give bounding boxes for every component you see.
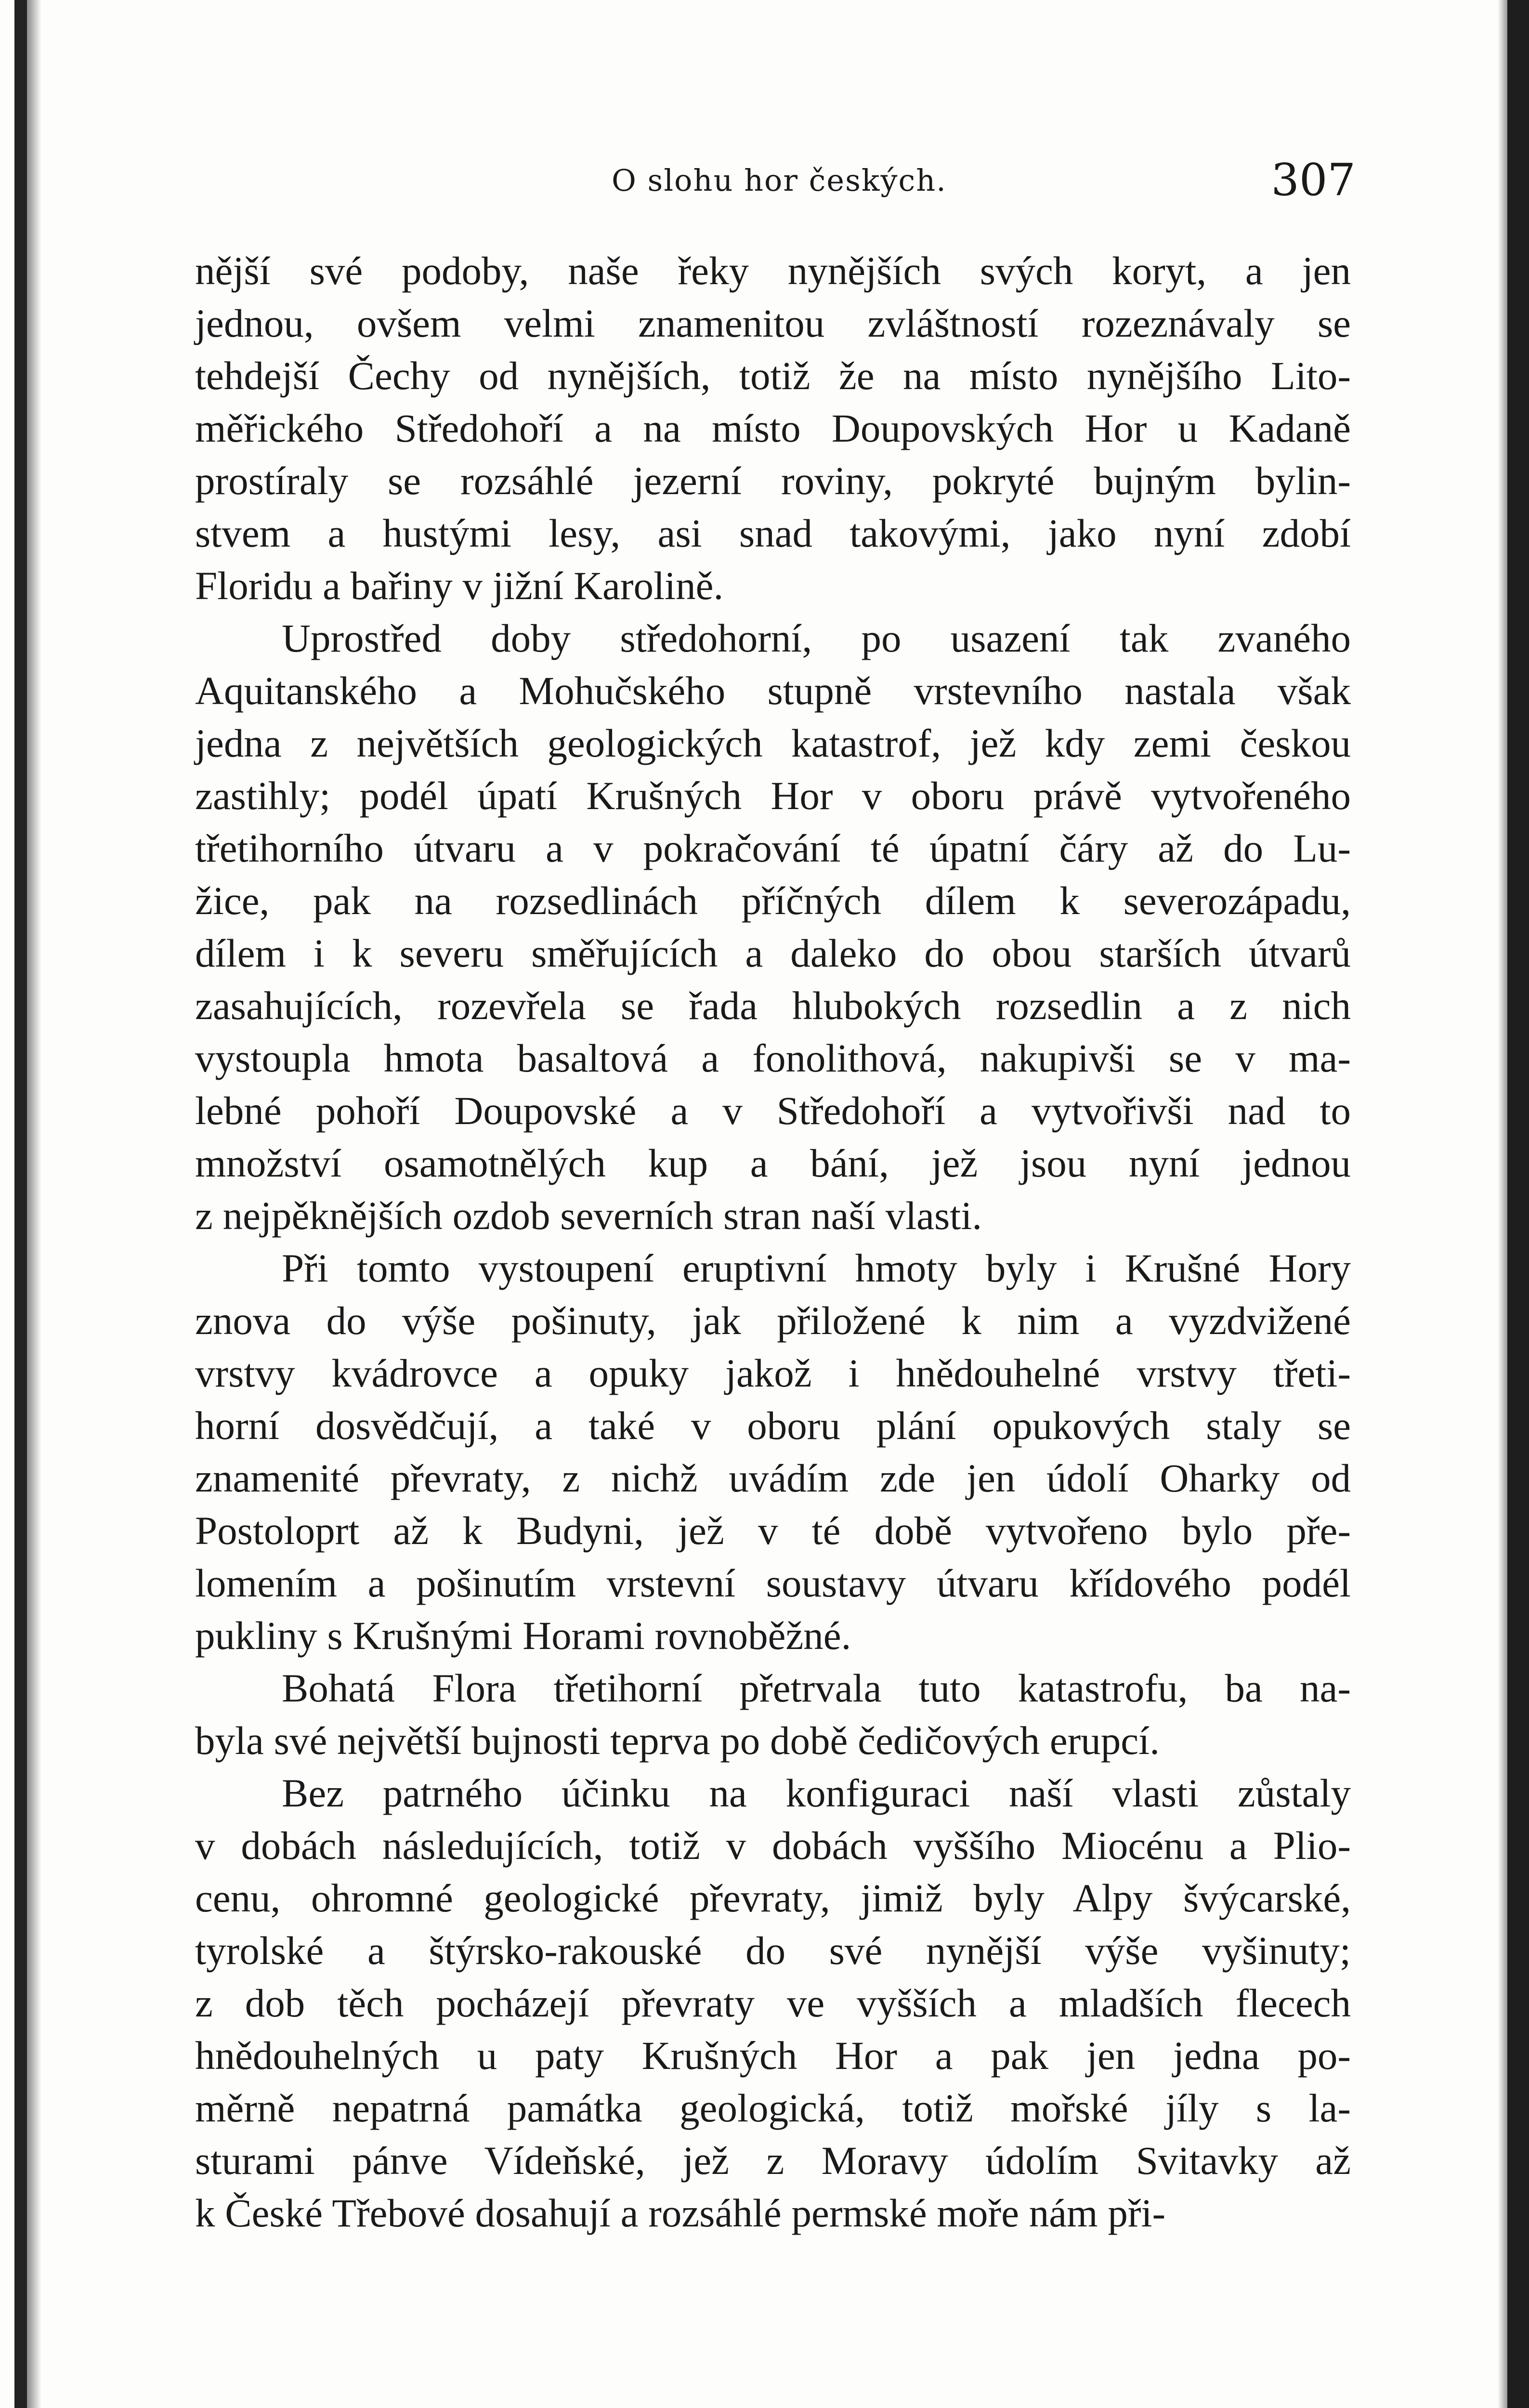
text-line: Bohatá Flora třetihorní přetrvala tuto katastrofu, ba na- (282, 1666, 1351, 1710)
text-line: z nejpěknějších ozdob severních stran naší vlasti. (195, 1193, 982, 1238)
text-line: Bez patrného účinku na konfiguraci naší vlasti zůstaly (282, 1771, 1351, 1815)
text-line: znova do výše pošinuty, jak přiložené k nim a vyzdvižené (195, 1298, 1351, 1343)
text-line: tyrolské a štýrsko-rakouské do své nynější výše vyšinuty; (195, 1928, 1351, 1973)
page-header (612, 154, 1356, 207)
text-line: měrně nepatrná památka geologická, totiž mořské jíly s la- (195, 2086, 1351, 2130)
binding-shadow (27, 0, 41, 2408)
text-line: lebné pohoří Doupovské a v Středohoří a vytvořivši nad to (195, 1088, 1351, 1133)
paragraph (195, 245, 1351, 612)
text-line: žice, pak na rozsedlinách příčných dílem k severozápadu, (195, 878, 1351, 923)
text-line: byla své největší bujnosti teprva po době čedičových erupcí. (195, 1718, 1160, 1763)
text-line: stvem a hustými lesy, asi snad takovými, jako nyní zdobí (195, 511, 1351, 555)
text-line: vystoupla hmota basaltová a fonolithová, nakupivši se v ma- (195, 1036, 1351, 1080)
text-line: k České Třebové dosahují a rozsáhlé permské moře nám při- (195, 2191, 1166, 2235)
text-line: vrstvy kvádrovce a opuky jakož i hnědouhelné vrstvy třeti- (195, 1351, 1351, 1395)
text-line: v dobách následujících, totiž v dobách vyššího Miocénu a Plio- (195, 1823, 1351, 1868)
text-line: pukliny s Krušnými Horami rovnoběžné. (195, 1613, 851, 1658)
text-line: zastihly; podél úpatí Krušných Hor v oboru právě vytvořeného (195, 773, 1351, 818)
paragraph (195, 612, 1351, 1242)
text-line: Postoloprt až k Budyni, jež v té době vytvořeno bylo pře- (195, 1508, 1351, 1553)
text-line: Floridu a bařiny v jižní Karolině. (195, 563, 724, 608)
paragraph (195, 1767, 1351, 2239)
page-number: 307 (1271, 154, 1356, 206)
paragraph (195, 1662, 1351, 1767)
page-edge-shadow (1498, 0, 1507, 2408)
text-line: horní dosvědčují, a také v oboru plání opukových staly se (195, 1403, 1351, 1448)
page-binding-edge (14, 0, 27, 2408)
text-line: zasahujících, rozevřela se řada hlubokých rozsedlin a z nich (195, 983, 1351, 1028)
text-line: lomením a pošinutím vrstevní soustavy útvaru křídového podél (195, 1561, 1351, 1605)
text-line: tehdejší Čechy od nynějších, totiž že na místo nynějšího Lito- (195, 353, 1351, 398)
text-line: jedna z největších geologických katastrof, jež kdy zemi českou (195, 721, 1351, 765)
text-line: sturami pánve Vídeňské, jež z Moravy údolím Svitavky až (195, 2138, 1351, 2183)
body-text (195, 245, 1351, 2239)
text-line: znamenité převraty, z nichž uvádím zde jen údolí Oharky od (195, 1456, 1351, 1500)
text-line: prostíraly se rozsáhlé jezerní roviny, pokryté bujným bylin- (195, 458, 1351, 503)
text-line: měřického Středohoří a na místo Doupovských Hor u Kadaně (195, 406, 1351, 450)
text-line: cenu, ohromné geologické převraty, jimiž byly Alpy švýcarské, (195, 1876, 1351, 1920)
text-line: jednou, ovšem velmi znamenitou zvláštností rozeznávaly se (195, 301, 1351, 345)
text-line: množství osamotnělých kup a bání, jež jsou nyní jednou (195, 1141, 1351, 1185)
running-title: O slohu hor českých. (612, 163, 947, 198)
paragraph (195, 1242, 1351, 1662)
text-line: z dob těch pocházejí převraty ve vyšších a mladších flecech (195, 1981, 1351, 2025)
text-line: Při tomto vystoupení eruptivní hmoty byly i Krušné Hory (282, 1246, 1351, 1290)
text-line: dílem i k severu směřujících a daleko do obou starších útvarů (195, 931, 1351, 975)
page-outer-edge (1507, 0, 1529, 2408)
text-line: nější své podoby, naše řeky nynějších svých koryt, a jen (195, 249, 1351, 293)
text-line: Aquitanského a Mohučského stupně vrstevního nastala však (195, 668, 1351, 713)
text-line: Uprostřed doby středohorní, po usazení tak zvaného (282, 616, 1351, 660)
text-line: hnědouhelných u paty Krušných Hor a pak jen jedna po- (195, 2033, 1351, 2078)
text-line: třetihorního útvaru a v pokračování té úpatní čáry až do Lu- (195, 826, 1351, 870)
